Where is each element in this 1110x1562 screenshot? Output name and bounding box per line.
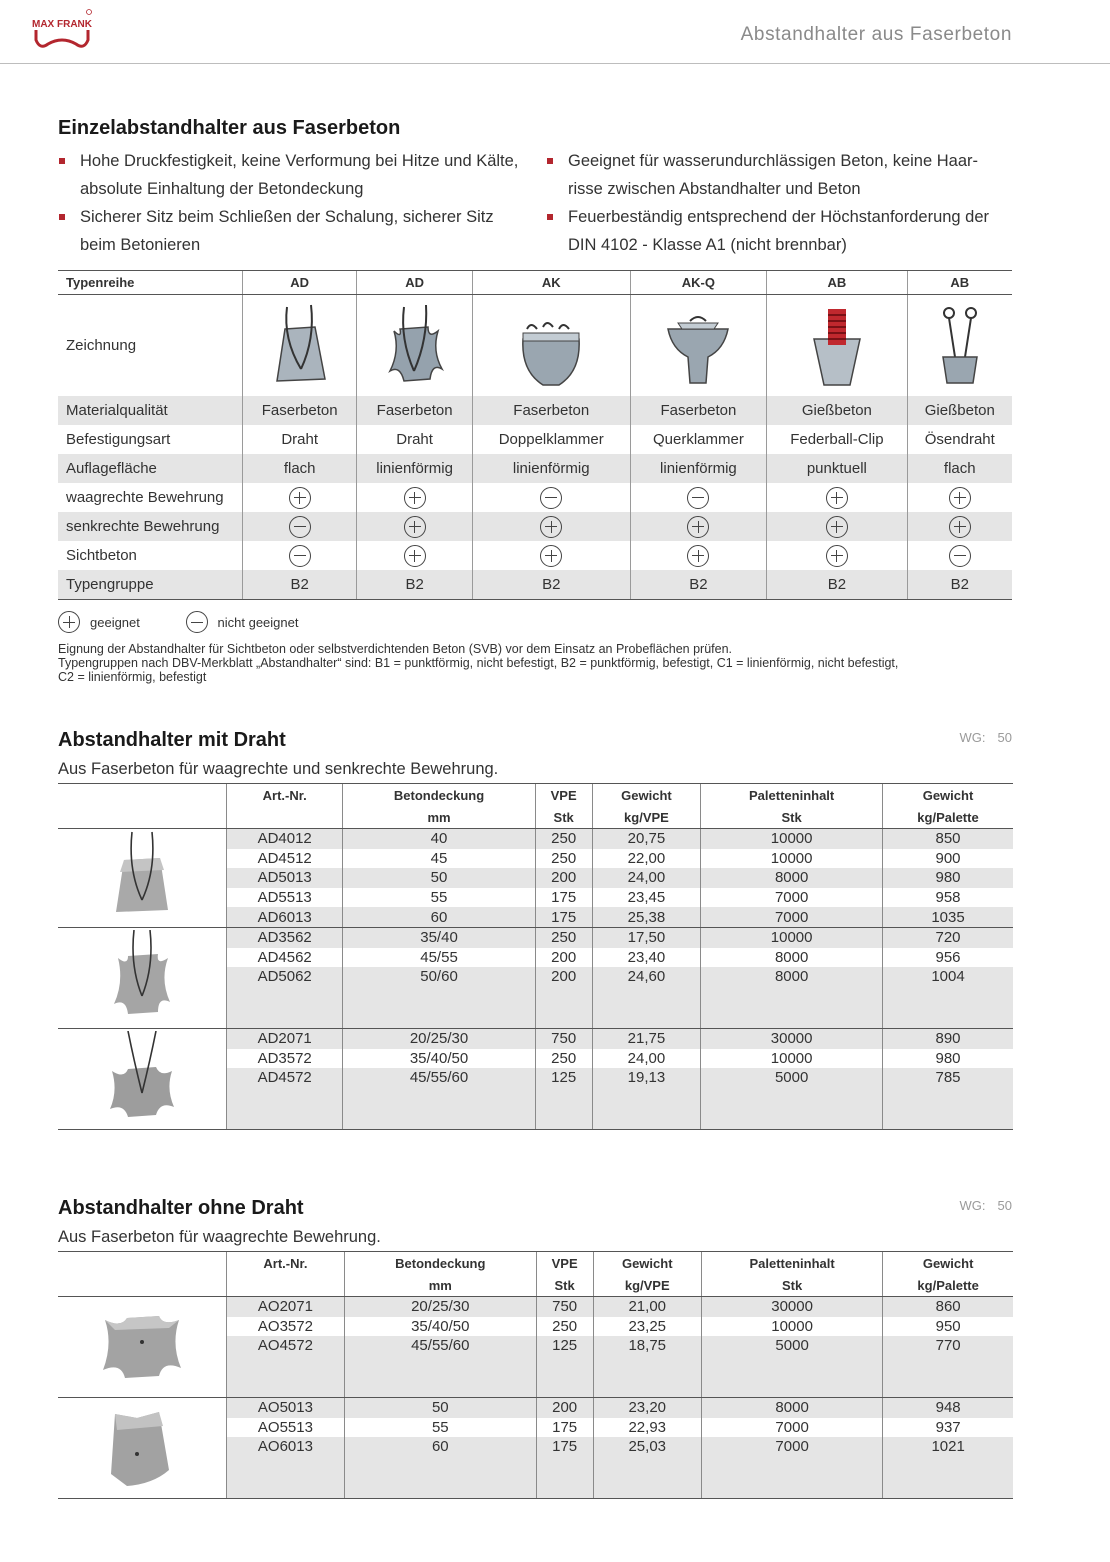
row-label: Typengruppe [58,570,243,600]
table-cell: AD5062 [227,967,343,987]
column-unit: Stk [701,806,883,829]
table-cell: Faserbeton [630,396,767,425]
table-cell: B2 [357,570,473,600]
table-cell [344,1356,536,1398]
table-cell: 900 [883,849,1014,869]
column-header [58,806,227,829]
row-label: Materialqualität [58,396,243,425]
table-row [58,927,1013,947]
row-label: Auflagefläche [58,454,243,483]
table-cell: 250 [535,927,592,947]
table-cell: flach [243,454,357,483]
table-cell [472,541,630,570]
no-wire-spacer-table [58,1251,1013,1499]
table-cell [227,1356,345,1398]
table-cell [883,987,1014,1029]
table-cell [767,512,907,541]
plus-circle-icon [687,545,709,567]
table-cell: AO6013 [227,1437,345,1457]
bullet-item: Sicherer Sitz beim Schließen der Schalung, sicherer Sitz beim Betonieren [58,203,528,259]
column-header: AB [767,271,907,295]
table-row [58,454,1012,483]
plus-circle-icon [949,516,971,538]
table-cell: 24,00 [592,868,701,888]
column-header: AK [472,271,630,295]
column-header [58,1252,227,1275]
table-cell: 17,50 [592,927,701,947]
table-header-row [58,784,1013,807]
table-cell [344,1457,536,1499]
table-cell: 10000 [701,927,883,947]
plus-circle-icon [826,487,848,509]
table-cell: 18,75 [593,1336,701,1356]
table-cell: 19,13 [592,1068,701,1088]
table-cell: flach [907,454,1012,483]
table-cell: 55 [344,1418,536,1438]
table-cell: Draht [357,425,473,454]
column-header: AD [357,271,473,295]
table-cell: 20/25/30 [343,1028,535,1048]
table-header-row [58,806,1013,829]
table-cell [883,1356,1013,1398]
column-header: Gewicht [883,1252,1013,1275]
table-cell [593,1356,701,1398]
column-header: Betondeckung [344,1252,536,1275]
table-cell: linienförmig [630,454,767,483]
table-cell: AD4012 [227,829,343,849]
legend-item-minus [186,611,299,633]
table-cell: 45/55 [343,948,535,968]
table-cell [630,483,767,512]
minus-circle-icon [186,611,208,633]
table-cell: 250 [535,829,592,849]
table-cell [701,1356,882,1398]
table-cell: AD3562 [227,927,343,947]
page-header [0,0,1110,64]
minus-circle-icon [949,545,971,567]
bullet-item: Hohe Druckfestigkeit, keine Verformung bei Hitze und Kälte, absolute Einhaltung der Betondeckung [58,147,528,203]
table-cell: 23,20 [593,1397,701,1417]
bullet-item: Geeignet für wasserundurchlässigen Beton, keine Haar-risse zwischen Abstandhalter und Beton [546,147,1012,203]
table-cell: Federball-Clip [767,425,907,454]
table-cell: 10000 [701,849,883,869]
table-cell: 175 [536,1418,593,1438]
table-cell: 1035 [883,907,1014,927]
table-cell: B2 [243,570,357,600]
table-cell: AD5013 [227,868,343,888]
table-cell: B2 [472,570,630,600]
table-cell: 50 [343,868,535,888]
plus-circle-icon [404,545,426,567]
table-cell [701,1088,883,1130]
column-header: Paletteninhalt [701,784,883,807]
table-cell: 750 [536,1297,593,1317]
table-row [58,1297,1013,1317]
table-cell [701,1457,882,1499]
table-cell: 24,00 [592,1049,701,1069]
ad-wedge-spacer-icon [243,295,357,397]
table-cell: 250 [535,1049,592,1069]
wg-value: 50 [997,1198,1012,1213]
table-cell [907,512,1012,541]
table-cell: 21,00 [593,1297,701,1317]
section3-subtitle: Aus Faserbeton für waagrechte Bewehrung. [58,1228,381,1246]
table-cell: 950 [883,1317,1013,1337]
table-cell: 35/40/50 [344,1317,536,1337]
column-unit: kg/Palette [883,806,1014,829]
minus-circle-icon [289,545,311,567]
footnote: C2 = linienförmig, befestigt [58,670,207,684]
column-header: Paletteninhalt [701,1252,882,1275]
column-header: Betondeckung [343,784,535,807]
table-cell: AO4572 [227,1336,345,1356]
table-cell [343,987,535,1029]
plus-circle-icon [826,545,848,567]
table-row [58,295,1012,397]
header-title: Abstandhalter aus Faserbeton [740,24,1012,45]
column-unit: Stk [536,1274,593,1297]
plus-circle-icon [949,487,971,509]
column-header: Art.-Nr. [227,1252,345,1275]
section2-title: Abstandhalter mit Draht [58,729,286,751]
minus-circle-icon [289,516,311,538]
table-cell [227,1457,345,1499]
wire-spacer-table [58,783,1013,1130]
table-cell [357,541,473,570]
concrete-block-spacer-photo [58,1397,227,1498]
row-label: Zeichnung [66,337,137,354]
table-cell: Gießbeton [907,396,1012,425]
table-cell: 50/60 [343,967,535,987]
legend-label: nicht geeignet [217,614,299,630]
column-unit: kg/VPE [593,1274,701,1297]
table-cell: AD6013 [227,907,343,927]
plus-circle-icon [404,516,426,538]
table-cell: 7000 [701,907,883,927]
column-header: VPE [535,784,592,807]
column-unit: kg/VPE [592,806,701,829]
table-cell: AD4512 [227,849,343,869]
table-cell [883,1457,1013,1499]
table-cell: 175 [536,1437,593,1457]
table-cell: 30000 [701,1297,882,1317]
table-cell: Gießbeton [767,396,907,425]
table-cell: linienförmig [357,454,473,483]
ad-cross-spacer-icon [357,295,473,397]
table-cell: AO2071 [227,1297,345,1317]
table-cell: 5000 [701,1068,883,1088]
table-header-row [58,1274,1013,1297]
column-header: AK-Q [630,271,767,295]
logo-text: MAX FRANK [32,19,92,30]
table-cell: AO5513 [227,1418,345,1438]
table-cell: 7000 [701,1418,882,1438]
table-cell [343,1088,535,1130]
table-cell: 850 [883,829,1014,849]
table-cell: Querklammer [630,425,767,454]
table-row [58,1028,1013,1048]
table-cell: AO3572 [227,1317,345,1337]
table-cell: 23,45 [592,888,701,908]
table-cell: 8000 [701,868,883,888]
table-cell: 1021 [883,1437,1013,1457]
table-cell [907,483,1012,512]
table-cell: 250 [535,849,592,869]
table-cell: 60 [343,907,535,927]
ab-eyelet-wire-spacer-icon [907,295,1012,397]
plus-circle-icon [540,545,562,567]
plus-circle-icon [687,516,709,538]
section3-title: Abstandhalter ohne Draht [58,1197,304,1219]
table-cell: AD2071 [227,1028,343,1048]
table-cell: B2 [907,570,1012,600]
table-cell: Ösendraht [907,425,1012,454]
table-cell: 750 [535,1028,592,1048]
table-cell: punktuell [767,454,907,483]
table-cell: 30000 [701,1028,883,1048]
column-unit: mm [343,806,535,829]
table-cell: 785 [883,1068,1014,1088]
table-cell [630,512,767,541]
table-row [58,396,1012,425]
table-cell: 890 [883,1028,1014,1048]
footnote: Typengruppen nach DBV-Merkblatt „Abstandhalter“ sind: B1 = punktförmig, nicht befestigt, B2 = punktförmig, befestigt, C1 = linienförmig, nicht befestigt, [58,656,899,670]
table-cell [767,483,907,512]
table-cell: 23,25 [593,1317,701,1337]
table-cell: Faserbeton [357,396,473,425]
column-header: AD [243,271,357,295]
plus-circle-icon [404,487,426,509]
table-cell [243,483,357,512]
concrete-multi-spacer-photo [58,1297,227,1398]
table-cell: 8000 [701,967,883,987]
table-row [58,570,1012,600]
table-cell [630,541,767,570]
table-cell [535,1088,592,1130]
product-group-label [960,1198,1012,1213]
column-header: Art.-Nr. [227,784,343,807]
section2-subtitle: Aus Faserbeton für waagrechte und senkrechte Bewehrung. [58,760,499,778]
bullets-left [58,147,528,259]
column-unit [227,806,343,829]
table-header-row [58,271,1012,295]
table-cell [227,987,343,1029]
row-label: Befestigungsart [66,431,171,448]
column-unit: Stk [535,806,592,829]
column-unit: Stk [701,1274,882,1297]
table-cell: 860 [883,1297,1013,1317]
table-cell: 45 [343,849,535,869]
table-cell: 24,60 [592,967,701,987]
row-label: waagrechte Bewehrung [66,489,224,506]
table-row [58,425,1012,454]
ak-double-clamp-spacer-icon [472,295,630,397]
table-cell [243,512,357,541]
table-cell: 25,03 [593,1437,701,1457]
table-cell: 55 [343,888,535,908]
table-cell [592,1088,701,1130]
column-header: VPE [536,1252,593,1275]
bullet-item: Feuerbeständig entsprechend der Höchstanforderung der DIN 4102 - Klasse A1 (nicht brennbar) [546,203,1012,259]
section1-title: Einzelabstandhalter aus Faserbeton [58,117,401,139]
table-cell: 720 [883,927,1014,947]
table-cell [535,987,592,1029]
legend-item-plus [58,611,140,633]
table-cell [472,512,630,541]
table-cell: 10000 [701,1317,882,1337]
table-cell [907,541,1012,570]
table-cell: 250 [536,1317,593,1337]
product-group-label [960,730,1012,745]
table-cell [767,541,907,570]
table-cell: 958 [883,888,1014,908]
table-cell [536,1356,593,1398]
table-cell: 125 [535,1068,592,1088]
table-header-row [58,1252,1013,1275]
table-cell: 200 [536,1397,593,1417]
table-cell: 1004 [883,967,1014,987]
table-cell: 770 [883,1336,1013,1356]
table-cell: 20/25/30 [344,1297,536,1317]
table-cell: Faserbeton [243,396,357,425]
table-cell: AD4572 [227,1068,343,1088]
table-cell: 10000 [701,1049,883,1069]
table-cell: 980 [883,1049,1014,1069]
table-cell: 7000 [701,1437,882,1457]
column-unit [227,1274,345,1297]
table-cell: 125 [536,1336,593,1356]
plus-circle-icon [58,611,80,633]
table-cell: 8000 [701,1397,882,1417]
plus-circle-icon [289,487,311,509]
table-row [58,829,1013,849]
column-header: Gewicht [883,784,1014,807]
concrete-spacer-wire-photo [58,829,227,928]
wg-value: 50 [997,730,1012,745]
table-cell: 200 [535,948,592,968]
minus-circle-icon [540,487,562,509]
wg-label: WG: [959,1198,986,1213]
akq-cross-clamp-spacer-icon [630,295,767,397]
legend [58,611,340,636]
table-row [58,483,1012,512]
table-cell: AO5013 [227,1397,345,1417]
minus-circle-icon [687,487,709,509]
table-cell: 35/40/50 [343,1049,535,1069]
table-cell [357,512,473,541]
bullets-right [546,147,1012,259]
column-header [58,1274,227,1297]
table-cell: 200 [535,868,592,888]
table-cell [592,987,701,1029]
table-cell [357,483,473,512]
table-cell: 956 [883,948,1014,968]
table-row [58,1397,1013,1417]
table-cell: 40 [343,829,535,849]
table-cell: 10000 [701,829,883,849]
column-unit: kg/Palette [883,1274,1013,1297]
table-cell: 980 [883,868,1014,888]
table-cell [701,987,883,1029]
table-cell: 60 [344,1437,536,1457]
table-cell: 8000 [701,948,883,968]
table-row [58,512,1012,541]
legend-label: geeignet [90,614,140,630]
table-cell: Draht [243,425,357,454]
table-cell: 35/40 [343,927,535,947]
concrete-multi-spacer-wire-photo [58,1028,227,1129]
column-header [58,784,227,807]
table-cell [227,1088,343,1130]
table-cell: B2 [767,570,907,600]
table-cell: 23,40 [592,948,701,968]
table-cell: 175 [535,888,592,908]
table-cell: 948 [883,1397,1013,1417]
concrete-cross-spacer-wire-photo [58,927,227,1028]
table-cell [593,1457,701,1499]
wg-label: WG: [959,730,986,745]
table-cell: Faserbeton [472,396,630,425]
column-header: Typenreihe [58,271,243,295]
table-cell: 21,75 [592,1028,701,1048]
table-row [58,541,1012,570]
max-frank-logo [28,6,96,52]
row-label: Sichtbeton [66,547,137,564]
table-cell: 20,75 [592,829,701,849]
table-cell: AD3572 [227,1049,343,1069]
table-cell: 5000 [701,1336,882,1356]
table-cell [536,1457,593,1499]
table-cell: 50 [344,1397,536,1417]
table-cell: 175 [535,907,592,927]
footnote: Eignung der Abstandhalter für Sichtbeton oder selbstverdichtenden Beton (SVB) vor dem Einsatz an Probeflächen prüfen. [58,642,733,656]
table-cell: 7000 [701,888,883,908]
column-unit: mm [344,1274,536,1297]
table-cell [243,541,357,570]
table-cell: AD4562 [227,948,343,968]
row-label: senkrechte Bewehrung [58,512,243,541]
plus-circle-icon [826,516,848,538]
column-header: Gewicht [592,784,701,807]
footnotes [58,642,998,684]
table-cell: 200 [535,967,592,987]
table-cell: AD5513 [227,888,343,908]
type-comparison-table [58,270,1012,600]
table-cell: 937 [883,1418,1013,1438]
table-cell: 22,00 [592,849,701,869]
table-cell: 22,93 [593,1418,701,1438]
column-header: AB [907,271,1012,295]
table-cell [883,1088,1014,1130]
table-cell: Doppelklammer [472,425,630,454]
column-header: Gewicht [593,1252,701,1275]
ab-spring-clip-spacer-icon [767,295,907,397]
plus-circle-icon [540,516,562,538]
table-cell [472,483,630,512]
table-cell: 45/55/60 [343,1068,535,1088]
table-cell: 25,38 [592,907,701,927]
table-cell: B2 [630,570,767,600]
table-cell: linienförmig [472,454,630,483]
table-cell: 45/55/60 [344,1336,536,1356]
